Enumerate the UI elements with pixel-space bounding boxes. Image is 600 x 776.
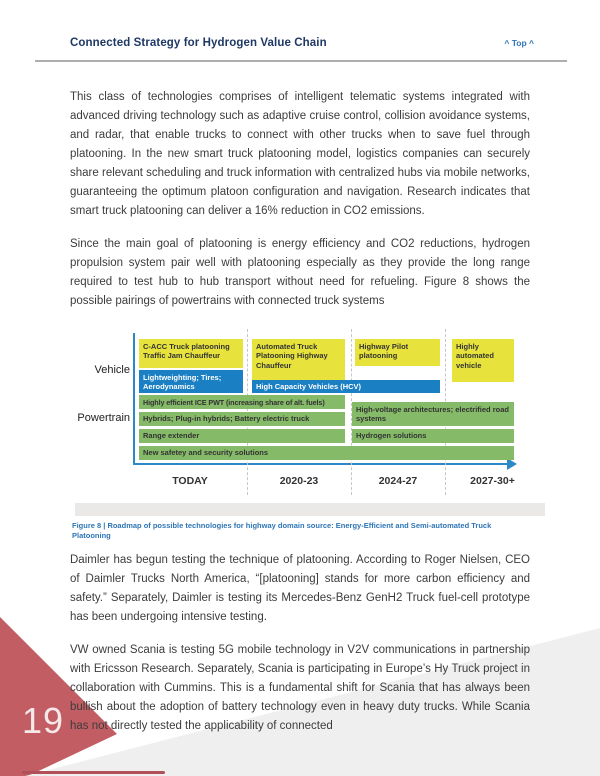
header-divider: [35, 60, 567, 62]
figure-box-range-extender: Range extender: [139, 429, 345, 443]
figure-box-lightweighting: Lightweighting; Tires; Aerodynamics: [139, 370, 243, 393]
figure-row-label-vehicle: Vehicle: [94, 364, 130, 376]
figure-box-highly-automated: Highly automated vehicle: [452, 339, 514, 382]
figure-box-hydrogen-solutions: Hydrogen solutions: [352, 429, 514, 443]
paragraph-platooning-intro: This class of technologies comprises of intelligent telematic systems integrated with advanced driving technology such as adaptive cruise control, collision avoidance systems, and radar, that enable trucks to connect with other trucks when to save fuel through platooning. In the new smart truck platooning model, logistics companies can securely share relevant scheduling and truck information with centralized hubs via mobile networks, guaranteeing the optimum platoon configuration and navigation. Research indicates that smart truck platooning can deliver a 16% reduction in CO2 emissions.: [70, 91, 530, 217]
figure-box-high-voltage: High-voltage architectures; electrified road systems: [352, 402, 514, 426]
figure-roadmap-diagram: [75, 325, 545, 516]
figure-box-highway-pilot: Highway Pilot platooning: [355, 339, 440, 366]
figure-box-hybrids: Hybrids; Plug-in hybrids; Battery electric truck: [139, 412, 345, 426]
paragraph-platooning-goal: Since the main goal of platooning is energy efficiency and CO2 reductions, hydrogen propulsion system pair well with platooning especially as they provide the long range required to test hub to hub transport without need for refueling. Figure 8 shows the possible pairings of powertrains with connected truck systems: [70, 238, 530, 307]
paragraph-scania: VW owned Scania is testing 5G mobile technology in V2V communications in partnership with Ericsson Research. Separately, Scania is participating in Europe’s Hy Truck project in collaboration with Cummins. This is a fundamental shift for Scania that has always been bullish about the adoption of battery technology even in heavy duty trucks. While Scania has not directly tested the applicability of connected: [70, 644, 530, 732]
figure-vertical-axis: [133, 333, 135, 465]
page-header: [0, 0, 600, 49]
figure-box-cacc-platooning: C-ACC Truck platooning Traffic Jam Chauffeur: [139, 339, 243, 368]
decorative-bottom-bar: [22, 771, 165, 774]
figure-caption: Figure 8 | Roadmap of possible technologies for highway domain source: Energy-Efficient and Semi-automated Truck Platooning: [72, 521, 492, 540]
figure-row-label-powertrain: Powertrain: [77, 412, 130, 424]
page-title: Connected Strategy for Hydrogen Value Chain: [70, 37, 327, 49]
figure-box-automated-platooning: Automated Truck Platooning Highway Chauffeur: [252, 339, 345, 382]
page-content: [70, 88, 530, 736]
figure-timeline-2024-27: 2024-27: [378, 475, 418, 487]
figure-timeline-2027-30: 2027-30+: [470, 475, 515, 487]
figure-box-ice-pwt: Highly efficient ICE PWT (increasing share of alt. fuels): [139, 395, 345, 409]
back-to-top-link[interactable]: ^ Top ^: [504, 38, 534, 48]
figure-timeline-2020-23: 2020-23: [279, 475, 319, 487]
figure-box-hcv: High Capacity Vehicles (HCV): [252, 380, 440, 393]
figure-box-safety-security: New safetey and security solutions: [139, 446, 514, 460]
paragraph-daimler: Daimler has begun testing the technique of platooning. According to Roger Nielsen, CEO of Daimler Trucks North America, “[platooning] stands for more carbon efficiency and safety.” Separately, Daimler is testing its Mercedes-Benz GenH2 Truck fuel-cell prototype has been undergoing intensive testing.: [70, 554, 530, 623]
figure-horizontal-axis: [133, 463, 509, 465]
figure-bottom-strip: [75, 503, 545, 516]
page-number: 19: [22, 700, 65, 741]
figure-timeline-today: TODAY: [172, 475, 208, 487]
